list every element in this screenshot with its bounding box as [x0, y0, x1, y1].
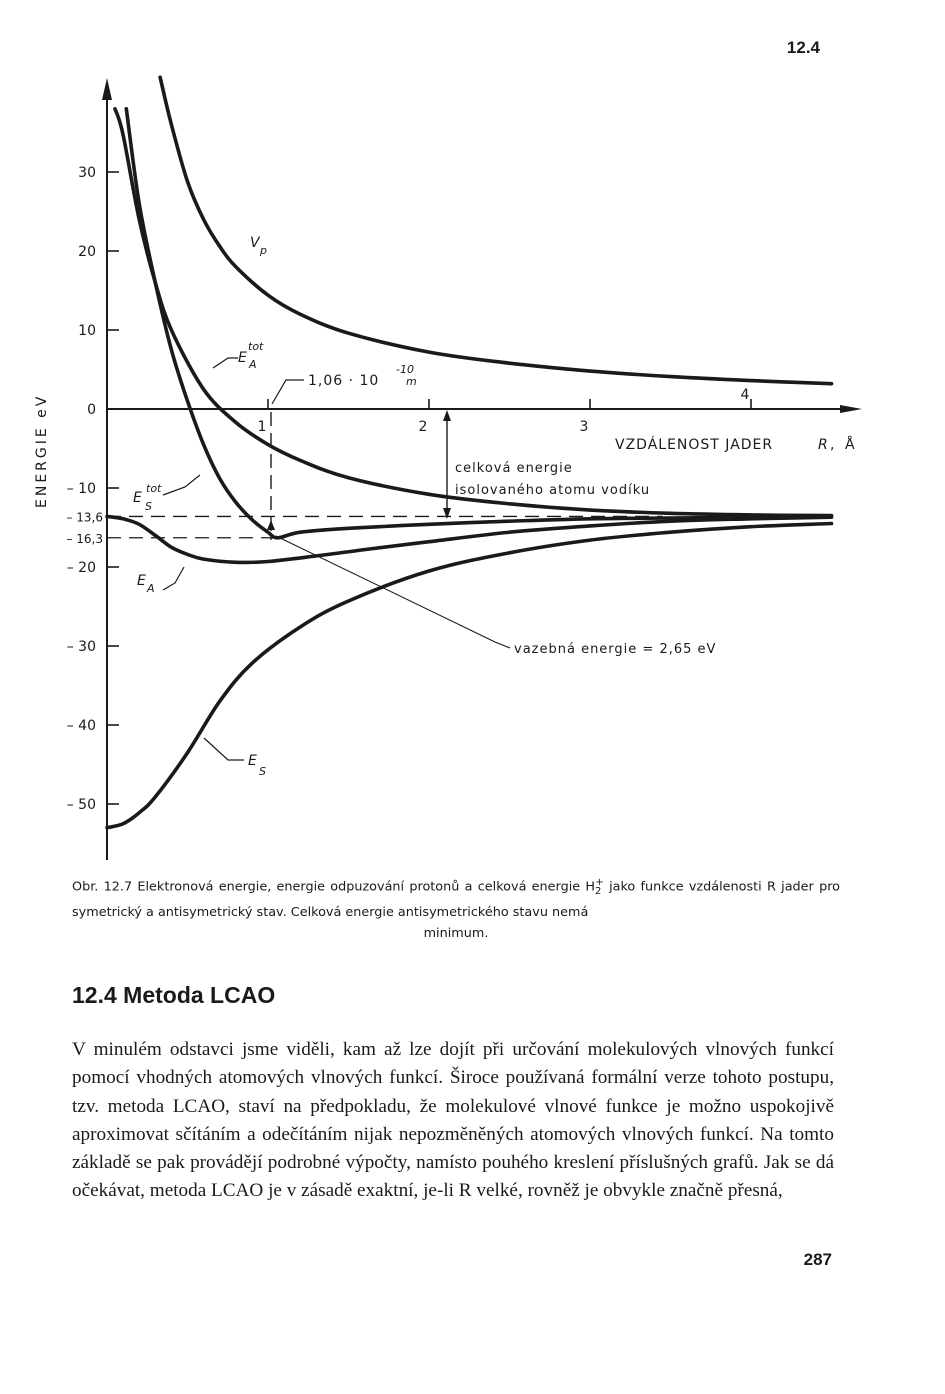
x-tick-label: 1 — [257, 419, 267, 435]
bond-length-annotation — [267, 363, 417, 540]
y-axis-title: ENERGIE eV — [34, 393, 50, 508]
y-tick-label: – 50 — [66, 797, 96, 813]
svg-text:p: p — [260, 244, 267, 257]
svg-text:tot: tot — [248, 340, 264, 353]
svg-text:E: E — [238, 350, 247, 366]
y-tick-label: – 13,6 — [66, 510, 103, 525]
y-tick-label: 10 — [78, 323, 96, 339]
svg-text:isolovaného atomu vodíku: isolovaného atomu vodíku — [455, 483, 651, 498]
svg-text:E: E — [133, 490, 142, 506]
label-ea-tot — [213, 340, 264, 371]
svg-text:S: S — [259, 765, 266, 778]
x-tick-label: 2 — [418, 419, 428, 435]
curve-es — [107, 524, 832, 828]
label-vp — [250, 235, 267, 257]
page-number: 287 — [803, 1250, 832, 1269]
svg-text:A: A — [147, 582, 155, 595]
svg-text:1,06 · 10: 1,06 · 10 — [308, 373, 380, 389]
svg-text:S: S — [145, 500, 152, 513]
body-paragraph: V minulém odstavci jsme viděli, kam až lze dojít při určování molekulových vlnových funkcí pomocí vhodných atomových vlnových funkcí. Široce používaná formální verze tohoto postupu, tzv. metoda LCAO, staví na předpokladu, že molekulové vlnové funkce je možno uspokojivě aproximovat sčítáním a odečítáním nijak nepozměněných atomových vlnových funkcí. Na tomto základě se pak provádějí podrobné výpočty, namísto pouhého kreslení příslušných grafů. Jak se dá očekávat, metoda LCAO je v zásadě exaktní, je-li R velké, rovněž je obvykle značně přesná, — [72, 1039, 834, 1202]
curve-ea-tot — [115, 109, 832, 516]
y-tick-label: – 16,3 — [66, 531, 103, 546]
y-axis-arrow — [102, 78, 112, 100]
svg-text:vazebná energie = 2,65 eV: vazebná energie = 2,65 eV — [514, 642, 717, 657]
isolated-atom-annotation — [443, 410, 650, 519]
section-title: 12.4 Metoda LCAO — [72, 982, 276, 1008]
figure-caption: Obr. 12.7 Elektronová energie, energie odpuzování protonů a celková energie $H_2^+$ jako funkce vzdálenosti R jader pro symetrický a antisymetrický stav. Celková energie antisymetrického stavu nemá minimum. — [72, 877, 841, 941]
label-es-tot — [133, 475, 200, 513]
curve-vp — [160, 77, 831, 384]
x-tick-label: 4 — [740, 387, 750, 403]
label-ea — [137, 567, 184, 595]
y-tick-label: 30 — [78, 165, 96, 181]
y-tick-label: 20 — [78, 244, 96, 260]
svg-text:celková energie: celková energie — [455, 461, 573, 476]
y-tick-label: 0 — [87, 402, 96, 418]
y-tick-label: – 40 — [66, 718, 96, 734]
svg-text:V: V — [250, 235, 260, 251]
svg-text:m: m — [406, 375, 417, 388]
svg-text:E: E — [248, 753, 257, 769]
x-axis-unit: Å — [845, 437, 856, 453]
section-number-header: 12.4 — [786, 38, 820, 57]
svg-text:-10: -10 — [396, 363, 414, 376]
x-axis-comma: , — [830, 437, 836, 453]
label-es — [204, 738, 266, 778]
x-axis-arrow — [840, 405, 862, 413]
x-tick-label: 3 — [579, 419, 589, 435]
x-axis-title: VZDÁLENOST JADER — [615, 437, 774, 453]
svg-text:tot: tot — [146, 482, 162, 495]
svg-text:A: A — [249, 358, 257, 371]
y-tick-label: – 20 — [66, 560, 96, 576]
y-tick-label: – 30 — [66, 639, 96, 655]
y-tick-label: – 10 — [66, 481, 96, 497]
svg-text:E: E — [137, 573, 146, 589]
x-axis-variable: R — [818, 437, 828, 453]
